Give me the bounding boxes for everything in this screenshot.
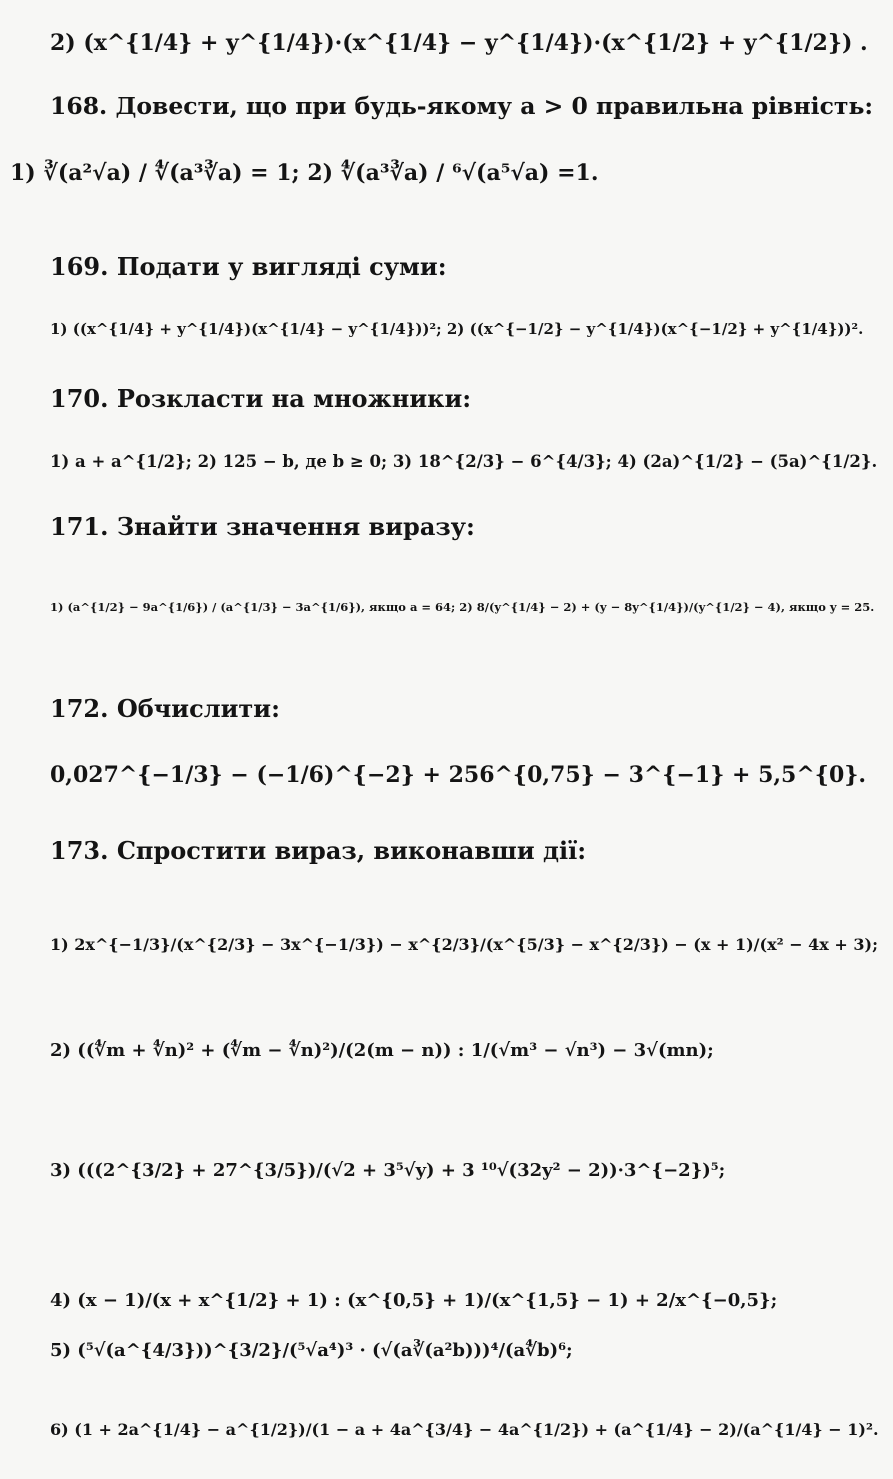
problem-171-items bbox=[50, 600, 874, 614]
problem-heading: Розкласти на множники: bbox=[116, 384, 472, 413]
problem-173-item-1 bbox=[50, 935, 878, 954]
problem-172-items bbox=[50, 762, 866, 788]
problem-173-item-5 bbox=[50, 1340, 573, 1361]
problem-number: 172. bbox=[50, 694, 109, 723]
problem-172-heading bbox=[50, 694, 280, 723]
exercise-text: 0,027^{−1/3} − (−1/6)^{−2} + 256^{0,75} − 3^{−1} + 5,5^{0}. bbox=[50, 762, 867, 788]
exercise-text: 1) a + a^{1/2}; 2) 125 − b, де b ≥ 0; 3) 18^{2/3} − 6^{4/3}; 4) (2a)^{1/2} − (5a)^{1/2}. bbox=[50, 452, 878, 471]
problem-173-heading bbox=[50, 836, 586, 865]
problem-number: 168. bbox=[50, 92, 108, 120]
problem-heading: Знайти значення виразу: bbox=[116, 512, 475, 541]
problem-173-item-6 bbox=[50, 1420, 879, 1439]
problem-169-items bbox=[50, 320, 863, 338]
problem-173-item-4 bbox=[50, 1290, 777, 1311]
exercise-text: 1) ((x^{1/4} + y^{1/4})(x^{1/4} − y^{1/4}))²; 2) ((x^{−1/2} − y^{1/4})(x^{−1/2} + y^{1/4}))². bbox=[50, 320, 864, 338]
problem-168-items bbox=[10, 160, 599, 186]
problem-173-item-3 bbox=[50, 1160, 725, 1181]
exercise-text: 3) (((2^{3/2} + 27^{3/5})/(√2 + 3⁵√y) + 3 ¹⁰√(32y² − 2))·3^{−2})⁵; bbox=[50, 1160, 726, 1181]
exercise-text: 1) (a^{1/2} − 9a^{1/6}) / (a^{1/3} − 3a^{1/6}), якщо a = 64; 2) 8/(y^{1/4} − 2) + (y − 8y^{1/4})/(y^{1/2} − 4), якщо y = 25. bbox=[50, 600, 875, 614]
exercise-text: 4) (x − 1)/(x + x^{1/2} + 1) : (x^{0,5} + 1)/(x^{1,5} − 1) + 2/x^{−0,5}; bbox=[50, 1290, 778, 1311]
exercise-text: 1) 2x^{−1/3}/(x^{2/3} − 3x^{−1/3}) − x^{2/3}/(x^{5/3} − x^{2/3}) − (x + 1)/(x² − 4x + 3); bbox=[50, 935, 878, 954]
problem-number: 173. bbox=[50, 836, 109, 865]
problem-number: 169. bbox=[50, 252, 109, 281]
problem-169-heading bbox=[50, 252, 447, 281]
problem-170-items bbox=[50, 452, 877, 471]
problem-171-heading bbox=[50, 512, 475, 541]
exercise-text: 2) ((∜m + ∜n)² + (∜m − ∜n)²)/(2(m − n)) : 1/(√m³ − √n³) − 3√(mn); bbox=[50, 1040, 714, 1061]
exercise-text: 6) (1 + 2a^{1/4} − a^{1/2})/(1 − a + 4a^{3/4} − 4a^{1/2}) + (a^{1/4} − 2)/(a^{1/4} − 1)². bbox=[50, 1420, 879, 1439]
problem-number: 171. bbox=[50, 512, 109, 541]
exercise-text: 1) ∛(a²√a) / ∜(a³∛a) = 1; 2) ∜(a³∛a) / ⁶√(a⁵√a) =1. bbox=[10, 160, 599, 186]
exercise-line-top bbox=[50, 30, 868, 56]
problem-number: 170. bbox=[50, 384, 109, 413]
problem-heading: Довести, що при будь-якому a > 0 правильна рівність: bbox=[115, 92, 874, 120]
problem-168-heading bbox=[50, 92, 873, 120]
exercise-text: 5) (⁵√(a^{4/3}))^{3/2}/(⁵√a⁴)³ · (√(a∛(a²b)))⁴/(a∜b)⁶; bbox=[50, 1340, 573, 1361]
problem-173-item-2 bbox=[50, 1040, 714, 1061]
problem-heading: Подати у вигляді суми: bbox=[116, 252, 447, 281]
problem-170-heading bbox=[50, 384, 471, 413]
exercise-text: 2) (x^{1/4} + y^{1/4})·(x^{1/4} − y^{1/4})·(x^{1/2} + y^{1/2}) . bbox=[50, 30, 868, 56]
problem-heading: Обчислити: bbox=[116, 694, 280, 723]
problem-heading: Спростити вираз, виконавши дії: bbox=[116, 836, 587, 865]
